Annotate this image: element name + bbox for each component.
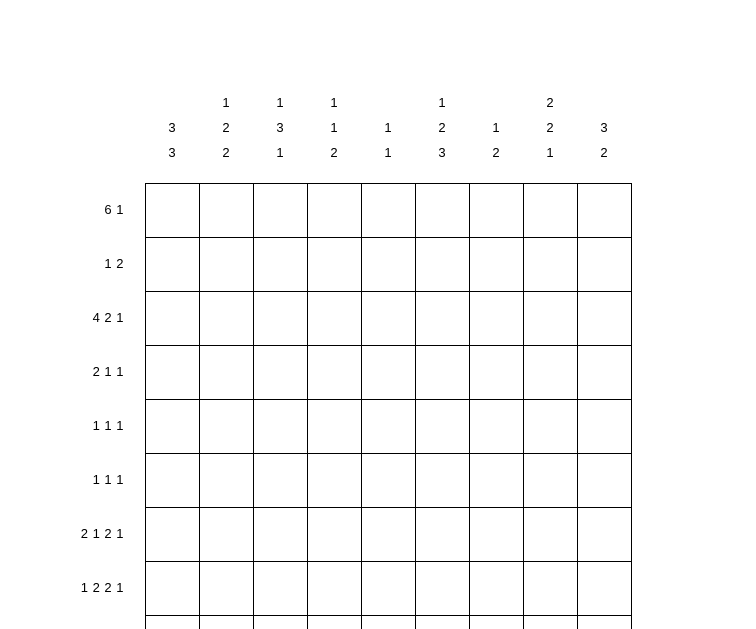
grid-cell[interactable] [577, 399, 632, 453]
grid-cell[interactable] [253, 507, 307, 561]
grid-cell[interactable] [199, 399, 253, 453]
column-clue-number: 2 [546, 95, 554, 110]
column-clue-number: 2 [546, 120, 554, 135]
grid-cell[interactable] [199, 291, 253, 345]
grid-cell[interactable] [469, 453, 523, 507]
column-clue-number: 3 [168, 145, 176, 160]
grid-cell[interactable] [577, 237, 632, 291]
row-clue: 6 1 [104, 202, 124, 217]
column-clue-number: 3 [276, 120, 284, 135]
grid-cell[interactable] [307, 399, 361, 453]
grid-cell[interactable] [469, 345, 523, 399]
grid-cell[interactable] [253, 561, 307, 615]
grid-cell[interactable] [253, 183, 307, 237]
grid-cell[interactable] [361, 453, 415, 507]
grid-cell[interactable] [253, 615, 307, 629]
column-clue-number: 1 [222, 95, 230, 110]
grid-cell[interactable] [361, 237, 415, 291]
grid-cell[interactable] [145, 183, 199, 237]
column-clue-number: 2 [222, 120, 230, 135]
grid-cell[interactable] [145, 507, 199, 561]
column-clue-number: 1 [546, 145, 554, 160]
grid-cell[interactable] [469, 561, 523, 615]
grid-cell[interactable] [469, 183, 523, 237]
grid-cell[interactable] [145, 453, 199, 507]
column-clue-number: 1 [330, 95, 338, 110]
grid-cell[interactable] [577, 183, 632, 237]
grid-cell[interactable] [199, 507, 253, 561]
grid-cell[interactable] [307, 453, 361, 507]
grid-cell[interactable] [145, 237, 199, 291]
grid-cell[interactable] [199, 237, 253, 291]
grid-cell[interactable] [415, 561, 469, 615]
grid-cell[interactable] [469, 615, 523, 629]
grid-cell[interactable] [415, 399, 469, 453]
grid-cell[interactable] [415, 507, 469, 561]
column-clue-number: 3 [438, 145, 446, 160]
row-clue: 2 1 1 [92, 364, 124, 379]
grid-cell[interactable] [307, 183, 361, 237]
grid-cell[interactable] [577, 507, 632, 561]
grid-cell[interactable] [469, 291, 523, 345]
grid-cell[interactable] [577, 615, 632, 629]
grid-cell[interactable] [523, 237, 577, 291]
grid-cell[interactable] [469, 507, 523, 561]
grid-cell[interactable] [361, 561, 415, 615]
grid-cell[interactable] [199, 615, 253, 629]
grid-cell[interactable] [253, 291, 307, 345]
grid-cell[interactable] [415, 453, 469, 507]
column-clue-number: 1 [330, 120, 338, 135]
grid-cell[interactable] [415, 291, 469, 345]
grid-cell[interactable] [523, 615, 577, 629]
column-clue-number: 2 [438, 120, 446, 135]
column-clue-number: 2 [222, 145, 230, 160]
grid-cell[interactable] [523, 399, 577, 453]
grid-cell[interactable] [199, 345, 253, 399]
grid-cell[interactable] [253, 237, 307, 291]
grid-cell[interactable] [307, 561, 361, 615]
grid-cell[interactable] [361, 399, 415, 453]
column-clue-number: 1 [438, 95, 446, 110]
grid-cell[interactable] [145, 615, 199, 629]
grid-cell[interactable] [199, 453, 253, 507]
column-clue-number: 1 [384, 145, 392, 160]
grid-cell[interactable] [415, 615, 469, 629]
grid-cell[interactable] [523, 561, 577, 615]
grid-cell[interactable] [145, 561, 199, 615]
grid-cell[interactable] [199, 561, 253, 615]
grid-cell[interactable] [415, 345, 469, 399]
row-clue: 1 2 2 1 [80, 580, 124, 595]
grid-cell[interactable] [307, 615, 361, 629]
grid-cell[interactable] [361, 291, 415, 345]
grid-cell[interactable] [469, 237, 523, 291]
grid-cell[interactable] [199, 183, 253, 237]
grid-cell[interactable] [577, 453, 632, 507]
grid-cell[interactable] [145, 399, 199, 453]
grid-cell[interactable] [415, 237, 469, 291]
row-clue: 1 2 [104, 256, 124, 271]
grid-cell[interactable] [253, 345, 307, 399]
grid-cell[interactable] [307, 237, 361, 291]
grid-cell[interactable] [577, 291, 632, 345]
column-clue-number: 1 [276, 145, 284, 160]
grid-cell[interactable] [577, 345, 632, 399]
grid-cell[interactable] [361, 507, 415, 561]
column-clue-number: 2 [492, 145, 500, 160]
row-clue: 2 1 2 1 [80, 526, 124, 541]
grid-cell[interactable] [577, 561, 632, 615]
grid-cell[interactable] [361, 615, 415, 629]
column-clue-number: 3 [168, 120, 176, 135]
column-clue-number: 2 [330, 145, 338, 160]
grid-cell[interactable] [307, 345, 361, 399]
grid-cell[interactable] [361, 345, 415, 399]
grid-cell[interactable] [523, 453, 577, 507]
grid-cell[interactable] [253, 399, 307, 453]
grid-cell[interactable] [307, 291, 361, 345]
row-clue: 4 2 1 [92, 310, 124, 325]
grid-cell[interactable] [523, 507, 577, 561]
row-clue: 1 1 1 [92, 472, 124, 487]
grid-cell[interactable] [361, 183, 415, 237]
column-clue-number: 1 [276, 95, 284, 110]
column-clue-number: 1 [384, 120, 392, 135]
grid-cell[interactable] [469, 399, 523, 453]
column-clue-number: 2 [600, 145, 608, 160]
grid-cell[interactable] [523, 345, 577, 399]
grid-cell[interactable] [307, 507, 361, 561]
column-clue-number: 3 [600, 120, 608, 135]
grid-cell[interactable] [145, 291, 199, 345]
grid-cell[interactable] [145, 345, 199, 399]
grid-cell[interactable] [415, 183, 469, 237]
row-clue: 1 1 1 [92, 418, 124, 433]
grid-cell[interactable] [253, 453, 307, 507]
grid-cell[interactable] [523, 183, 577, 237]
grid-cell[interactable] [523, 291, 577, 345]
column-clue-number: 1 [492, 120, 500, 135]
